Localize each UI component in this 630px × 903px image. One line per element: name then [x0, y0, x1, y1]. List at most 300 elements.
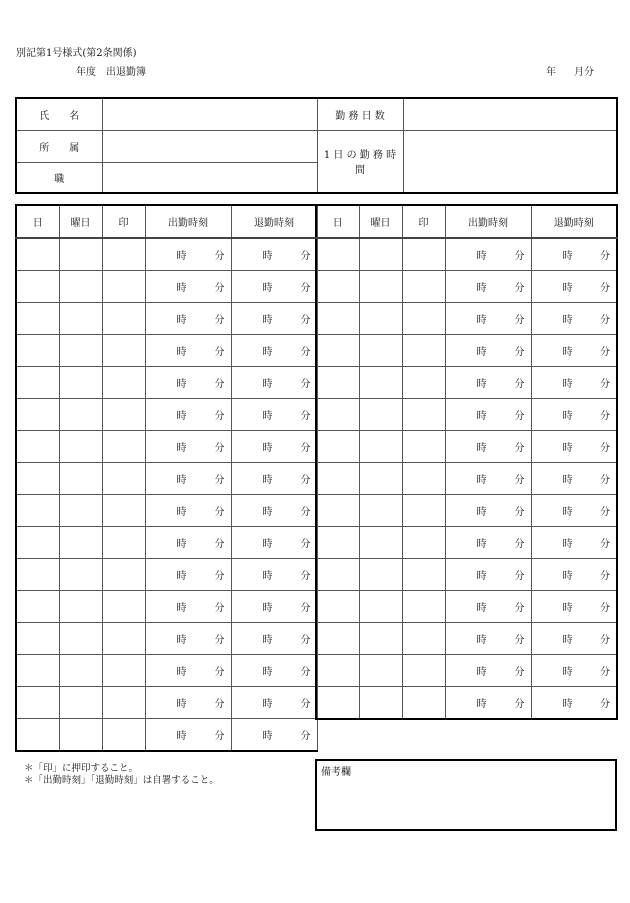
hour-unit-label: 時 — [476, 507, 487, 518]
minute-unit-label: 分 — [214, 731, 225, 742]
clock-in-cell[interactable] — [145, 463, 231, 495]
seal-cell[interactable] — [402, 399, 445, 431]
seal-cell[interactable] — [402, 367, 445, 399]
table-row — [316, 623, 617, 655]
seal-cell[interactable] — [402, 463, 445, 495]
day-cell[interactable] — [16, 271, 59, 303]
clock-out-cell[interactable] — [531, 527, 617, 559]
clock-out-cell[interactable] — [231, 495, 317, 527]
clock-out-cell[interactable] — [231, 687, 317, 719]
table-row — [316, 399, 617, 431]
clock-out-cell[interactable] — [531, 495, 617, 527]
seal-cell[interactable] — [102, 367, 145, 399]
day-cell[interactable] — [316, 399, 359, 431]
clock-in-cell[interactable] — [445, 271, 531, 303]
hour-unit-label: 時 — [262, 667, 273, 678]
time-units — [532, 535, 617, 550]
hour-unit-label: 時 — [562, 379, 573, 390]
hour-unit-label: 時 — [562, 347, 573, 358]
clock-out-cell[interactable] — [231, 559, 317, 591]
seal-cell[interactable] — [402, 623, 445, 655]
clock-out-cell[interactable] — [531, 335, 617, 367]
hour-unit-label: 時 — [262, 571, 273, 582]
clock-in-cell[interactable] — [445, 495, 531, 527]
time-units — [532, 599, 617, 614]
clock-in-cell[interactable] — [445, 463, 531, 495]
column-header-seal: 印 — [102, 205, 145, 238]
day-cell[interactable] — [16, 655, 59, 687]
minute-unit-label: 分 — [600, 315, 610, 326]
time-units — [232, 247, 317, 262]
clock-out-cell[interactable] — [231, 527, 317, 559]
header-row — [16, 205, 317, 238]
minute-unit-label: 分 — [600, 379, 610, 390]
minute-unit-label: 分 — [514, 251, 525, 262]
hour-unit-label: 時 — [262, 443, 273, 454]
weekday-cell[interactable] — [359, 655, 402, 687]
table-row — [316, 559, 617, 591]
minute-unit-label: 分 — [600, 667, 610, 678]
clock-out-cell[interactable] — [531, 238, 617, 271]
table-row — [16, 271, 317, 303]
day-cell[interactable] — [16, 495, 59, 527]
clock-in-cell[interactable] — [145, 367, 231, 399]
year-month-label — [546, 63, 594, 78]
daily-hours-field[interactable] — [403, 130, 617, 193]
minute-unit-label: 分 — [300, 635, 311, 646]
seal-cell[interactable] — [402, 335, 445, 367]
day-cell[interactable] — [16, 687, 59, 719]
column-header-day: 日 — [316, 205, 359, 238]
clock-in-cell[interactable] — [145, 655, 231, 687]
weekday-cell[interactable] — [359, 303, 402, 335]
clock-out-cell[interactable] — [231, 591, 317, 623]
day-cell[interactable] — [316, 335, 359, 367]
seal-cell[interactable] — [102, 527, 145, 559]
minute-unit-label: 分 — [514, 699, 525, 710]
clock-out-cell[interactable] — [531, 367, 617, 399]
hour-unit-label: 時 — [262, 539, 273, 550]
minute-unit-label: 分 — [300, 603, 311, 614]
hour-unit-label: 時 — [562, 667, 573, 678]
weekday-cell[interactable] — [359, 591, 402, 623]
weekday-cell[interactable] — [59, 623, 102, 655]
time-units — [146, 599, 231, 614]
time-units — [232, 695, 317, 710]
minute-unit-label: 分 — [514, 411, 525, 422]
day-cell[interactable] — [16, 303, 59, 335]
weekday-cell[interactable] — [59, 719, 102, 752]
time-units — [232, 279, 317, 294]
time-units — [232, 567, 317, 582]
hour-unit-label: 時 — [476, 539, 487, 550]
minute-unit-label: 分 — [300, 731, 311, 742]
minute-unit-label: 分 — [600, 635, 610, 646]
hour-unit-label: 時 — [476, 315, 487, 326]
seal-cell[interactable] — [102, 623, 145, 655]
column-header-seal: 印 — [402, 205, 445, 238]
table-row — [16, 623, 317, 655]
hour-unit-label: 時 — [176, 251, 187, 262]
hour-unit-label: 時 — [176, 667, 187, 678]
hour-unit-label: 時 — [176, 539, 187, 550]
table-row — [16, 495, 317, 527]
hour-unit-label: 時 — [562, 475, 573, 486]
day-cell[interactable] — [16, 238, 59, 271]
day-cell[interactable] — [316, 271, 359, 303]
weekday-cell[interactable] — [359, 335, 402, 367]
clock-in-cell[interactable] — [145, 527, 231, 559]
day-cell[interactable] — [16, 463, 59, 495]
time-units — [232, 343, 317, 358]
weekday-cell[interactable] — [359, 495, 402, 527]
clock-in-cell[interactable] — [445, 655, 531, 687]
minute-unit-label: 分 — [600, 507, 610, 518]
daily-hours-label: 1 日 の 勤 務 時 間 — [317, 130, 403, 193]
affiliation-label: 所 属 — [16, 130, 102, 162]
seal-cell[interactable] — [102, 495, 145, 527]
clock-out-cell[interactable] — [531, 687, 617, 720]
minute-unit-label: 分 — [214, 699, 225, 710]
time-units — [446, 439, 531, 454]
clock-out-cell[interactable] — [231, 431, 317, 463]
clock-out-cell[interactable] — [231, 335, 317, 367]
time-units — [446, 247, 531, 262]
header-row — [316, 205, 617, 238]
hour-unit-label: 時 — [476, 379, 487, 390]
day-cell[interactable] — [16, 559, 59, 591]
hour-unit-label: 時 — [562, 571, 573, 582]
weekday-cell[interactable] — [359, 687, 402, 720]
hour-unit-label: 時 — [262, 603, 273, 614]
seal-cell[interactable] — [402, 303, 445, 335]
note-signature: ＊「出勤時刻」「退勤時刻」は自署すること。 — [24, 775, 219, 786]
hour-unit-label: 時 — [176, 635, 187, 646]
hour-unit-label: 時 — [562, 699, 573, 710]
seal-cell[interactable] — [402, 527, 445, 559]
day-cell[interactable] — [316, 591, 359, 623]
clock-in-cell[interactable] — [145, 559, 231, 591]
hour-unit-label: 時 — [176, 443, 187, 454]
time-units — [446, 567, 531, 582]
remarks-label: 備考欄 — [321, 767, 351, 778]
table-row — [316, 655, 617, 687]
hour-unit-label: 時 — [262, 379, 273, 390]
clock-in-cell[interactable] — [445, 335, 531, 367]
minute-unit-label: 分 — [300, 475, 311, 486]
hour-unit-label: 時 — [176, 411, 187, 422]
affiliation-field[interactable] — [102, 130, 317, 162]
minute-unit-label: 分 — [300, 251, 311, 262]
minute-unit-label: 分 — [514, 283, 525, 294]
clock-in-cell[interactable] — [145, 495, 231, 527]
clock-in-cell[interactable] — [445, 367, 531, 399]
minute-unit-label: 分 — [600, 251, 610, 262]
seal-cell[interactable] — [402, 655, 445, 687]
day-cell[interactable] — [16, 623, 59, 655]
minute-unit-label: 分 — [600, 475, 610, 486]
clock-out-cell[interactable] — [531, 655, 617, 687]
seal-cell[interactable] — [102, 238, 145, 271]
seal-cell[interactable] — [102, 687, 145, 719]
hour-unit-label: 時 — [562, 507, 573, 518]
table-row — [16, 591, 317, 623]
day-cell[interactable] — [16, 431, 59, 463]
weekday-cell[interactable] — [59, 463, 102, 495]
time-units — [146, 407, 231, 422]
column-header-clock-in: 出勤時刻 — [445, 205, 531, 238]
time-units — [446, 311, 531, 326]
hour-unit-label: 時 — [176, 699, 187, 710]
clock-in-cell[interactable] — [445, 527, 531, 559]
column-header-weekday: 曜日 — [59, 205, 102, 238]
day-cell[interactable] — [316, 463, 359, 495]
minute-unit-label: 分 — [300, 379, 311, 390]
minute-unit-label: 分 — [214, 347, 225, 358]
seal-cell[interactable] — [102, 431, 145, 463]
weekday-cell[interactable] — [59, 271, 102, 303]
clock-out-cell[interactable] — [231, 367, 317, 399]
clock-in-cell[interactable] — [145, 623, 231, 655]
time-units — [532, 631, 617, 646]
weekday-cell[interactable] — [59, 655, 102, 687]
day-cell[interactable] — [316, 623, 359, 655]
weekday-cell[interactable] — [59, 367, 102, 399]
hour-unit-label: 時 — [476, 699, 487, 710]
hour-unit-label: 時 — [176, 731, 187, 742]
weekday-cell[interactable] — [359, 238, 402, 271]
weekday-cell[interactable] — [59, 591, 102, 623]
minute-unit-label: 分 — [214, 475, 225, 486]
clock-in-cell[interactable] — [145, 591, 231, 623]
minute-unit-label: 分 — [300, 507, 311, 518]
hour-unit-label: 時 — [562, 443, 573, 454]
minute-unit-label: 分 — [214, 411, 225, 422]
day-cell[interactable] — [316, 687, 359, 720]
hour-unit-label: 時 — [476, 475, 487, 486]
clock-out-cell[interactable] — [531, 399, 617, 431]
time-units — [232, 375, 317, 390]
day-cell[interactable] — [316, 303, 359, 335]
time-units — [532, 503, 617, 518]
weekday-cell[interactable] — [359, 463, 402, 495]
time-units — [146, 663, 231, 678]
hour-unit-label: 時 — [262, 475, 273, 486]
time-units — [232, 535, 317, 550]
seal-cell[interactable] — [402, 238, 445, 271]
seal-cell[interactable] — [102, 719, 145, 752]
clock-in-cell[interactable] — [445, 303, 531, 335]
clock-in-cell[interactable] — [145, 238, 231, 271]
clock-in-cell[interactable] — [145, 335, 231, 367]
clock-out-cell[interactable] — [231, 271, 317, 303]
clock-out-cell[interactable] — [231, 303, 317, 335]
table-row — [316, 687, 617, 720]
weekday-cell[interactable] — [59, 303, 102, 335]
time-units — [532, 439, 617, 454]
clock-out-cell[interactable] — [531, 271, 617, 303]
minute-unit-label: 分 — [214, 539, 225, 550]
day-cell[interactable] — [16, 335, 59, 367]
position-label: 職 — [16, 162, 102, 193]
clock-out-cell[interactable] — [231, 238, 317, 271]
table-row — [316, 495, 617, 527]
seal-cell[interactable] — [102, 399, 145, 431]
minute-unit-label: 分 — [514, 443, 525, 454]
hour-unit-label: 時 — [476, 667, 487, 678]
seal-cell[interactable] — [102, 335, 145, 367]
day-cell[interactable] — [316, 559, 359, 591]
time-units — [146, 631, 231, 646]
time-units — [446, 407, 531, 422]
minute-unit-label: 分 — [514, 603, 525, 614]
seal-cell[interactable] — [102, 591, 145, 623]
minute-unit-label: 分 — [514, 507, 525, 518]
clock-in-cell[interactable] — [445, 399, 531, 431]
time-units — [532, 695, 617, 710]
weekday-cell[interactable] — [59, 399, 102, 431]
minute-unit-label: 分 — [300, 411, 311, 422]
clock-out-cell[interactable] — [531, 303, 617, 335]
column-header-clock-out: 退勤時刻 — [231, 205, 317, 238]
time-units — [446, 375, 531, 390]
clock-out-cell[interactable] — [231, 655, 317, 687]
day-cell[interactable] — [316, 655, 359, 687]
clock-out-cell[interactable] — [531, 591, 617, 623]
clock-in-cell[interactable] — [145, 399, 231, 431]
hour-unit-label: 時 — [562, 603, 573, 614]
seal-cell[interactable] — [402, 687, 445, 720]
day-cell[interactable] — [316, 527, 359, 559]
position-field[interactable] — [102, 162, 317, 193]
minute-unit-label: 分 — [214, 507, 225, 518]
weekday-cell[interactable] — [59, 687, 102, 719]
hour-unit-label: 時 — [476, 283, 487, 294]
clock-out-cell[interactable] — [231, 719, 317, 752]
minute-unit-label: 分 — [600, 443, 610, 454]
weekday-cell[interactable] — [359, 367, 402, 399]
minute-unit-label: 分 — [214, 315, 225, 326]
weekday-cell[interactable] — [59, 238, 102, 271]
weekday-cell[interactable] — [359, 623, 402, 655]
seal-cell[interactable] — [402, 495, 445, 527]
clock-in-cell[interactable] — [445, 591, 531, 623]
table-row — [316, 527, 617, 559]
clock-out-cell[interactable] — [531, 623, 617, 655]
day-cell[interactable] — [316, 367, 359, 399]
time-units — [446, 471, 531, 486]
title-text: 出退勤簿 — [106, 67, 146, 78]
weekday-cell[interactable] — [59, 431, 102, 463]
day-cell[interactable] — [16, 399, 59, 431]
clock-in-cell[interactable] — [145, 303, 231, 335]
table-row — [16, 431, 317, 463]
weekday-cell[interactable] — [59, 527, 102, 559]
minute-unit-label: 分 — [300, 347, 311, 358]
clock-out-cell[interactable] — [231, 399, 317, 431]
hour-unit-label: 時 — [262, 411, 273, 422]
table-row — [16, 303, 317, 335]
clock-out-cell[interactable] — [531, 463, 617, 495]
weekday-cell[interactable] — [359, 431, 402, 463]
time-units — [532, 279, 617, 294]
attendance-table-left — [15, 204, 318, 752]
seal-cell[interactable] — [102, 559, 145, 591]
minute-unit-label: 分 — [600, 283, 610, 294]
seal-cell[interactable] — [102, 303, 145, 335]
hour-unit-label: 時 — [476, 411, 487, 422]
seal-cell[interactable] — [402, 271, 445, 303]
time-units — [232, 311, 317, 326]
seal-cell[interactable] — [402, 559, 445, 591]
day-cell[interactable] — [16, 591, 59, 623]
day-cell[interactable] — [316, 238, 359, 271]
clock-in-cell[interactable] — [145, 687, 231, 719]
clock-out-cell[interactable] — [231, 463, 317, 495]
time-units — [232, 503, 317, 518]
clock-out-cell[interactable] — [531, 431, 617, 463]
weekday-cell[interactable] — [359, 527, 402, 559]
name-field[interactable] — [102, 98, 317, 130]
work-days-field[interactable] — [403, 98, 617, 130]
time-units — [146, 375, 231, 390]
seal-cell[interactable] — [102, 271, 145, 303]
clock-in-cell[interactable] — [145, 271, 231, 303]
time-units — [146, 247, 231, 262]
seal-cell[interactable] — [102, 655, 145, 687]
day-cell[interactable] — [316, 495, 359, 527]
weekday-cell[interactable] — [359, 271, 402, 303]
day-cell[interactable] — [316, 431, 359, 463]
weekday-cell[interactable] — [359, 559, 402, 591]
day-cell[interactable] — [16, 367, 59, 399]
weekday-cell[interactable] — [59, 559, 102, 591]
seal-cell[interactable] — [102, 463, 145, 495]
clock-in-cell[interactable] — [445, 687, 531, 720]
hour-unit-label: 時 — [562, 539, 573, 550]
time-units — [446, 535, 531, 550]
time-units — [446, 631, 531, 646]
day-cell[interactable] — [16, 527, 59, 559]
hour-unit-label: 時 — [262, 699, 273, 710]
day-cell[interactable] — [16, 719, 59, 752]
weekday-cell[interactable] — [59, 495, 102, 527]
remarks-box[interactable] — [315, 759, 617, 831]
fiscal-year-label: 年度 — [76, 67, 96, 78]
clock-out-cell[interactable] — [531, 559, 617, 591]
weekday-cell[interactable] — [59, 335, 102, 367]
weekday-cell[interactable] — [359, 399, 402, 431]
clock-in-cell[interactable] — [145, 431, 231, 463]
hour-unit-label: 時 — [262, 731, 273, 742]
hour-unit-label: 時 — [476, 251, 487, 262]
clock-out-cell[interactable] — [231, 623, 317, 655]
minute-unit-label: 分 — [300, 443, 311, 454]
minute-unit-label: 分 — [300, 315, 311, 326]
clock-in-cell[interactable] — [145, 719, 231, 752]
seal-cell[interactable] — [402, 431, 445, 463]
clock-in-cell[interactable] — [445, 623, 531, 655]
clock-in-cell[interactable] — [445, 238, 531, 271]
table-row — [316, 335, 617, 367]
clock-in-cell[interactable] — [445, 559, 531, 591]
clock-in-cell[interactable] — [445, 431, 531, 463]
time-units — [532, 311, 617, 326]
table-row — [316, 463, 617, 495]
minute-unit-label: 分 — [214, 283, 225, 294]
hour-unit-label: 時 — [262, 507, 273, 518]
seal-cell[interactable] — [402, 591, 445, 623]
